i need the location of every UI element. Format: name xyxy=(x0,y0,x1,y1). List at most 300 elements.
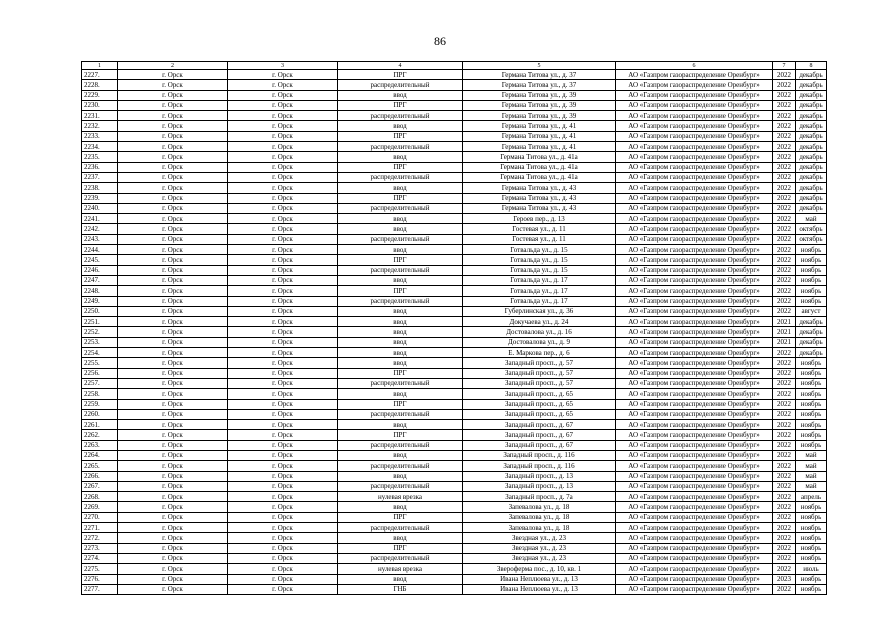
organization-cell: АО «Газпром газораспределение Оренбург» xyxy=(616,306,773,316)
month-cell: декабрь xyxy=(796,203,827,213)
year-cell: 2022 xyxy=(773,461,796,471)
organization-cell: АО «Газпром газораспределение Оренбург» xyxy=(616,70,773,80)
pipeline-type-cell: ПРГ xyxy=(338,368,463,378)
locality-cell: г. Орск xyxy=(228,553,338,563)
table-row xyxy=(82,574,827,584)
row-number-cell: 2274. xyxy=(82,553,118,563)
address-cell: Германа Титова ул., д. 37 xyxy=(463,70,616,80)
organization-cell: АО «Газпром газораспределение Оренбург» xyxy=(616,121,773,131)
municipality-cell: г. Орск xyxy=(118,461,228,471)
column-number: 4 xyxy=(338,62,463,70)
organization-cell: АО «Газпром газораспределение Оренбург» xyxy=(616,584,773,594)
month-cell: ноябрь xyxy=(796,533,827,543)
column-number: 7 xyxy=(773,62,796,70)
table-row xyxy=(82,203,827,213)
municipality-cell: г. Орск xyxy=(118,327,228,337)
municipality-cell: г. Орск xyxy=(118,368,228,378)
pipeline-type-cell: нулевая врезка xyxy=(338,492,463,502)
locality-cell: г. Орск xyxy=(228,111,338,121)
address-cell: Звездная ул., д. 23 xyxy=(463,533,616,543)
pipeline-type-cell: распределительный xyxy=(338,481,463,491)
year-cell: 2022 xyxy=(773,502,796,512)
locality-cell: г. Орск xyxy=(228,450,338,460)
table-row xyxy=(82,172,827,182)
month-cell: ноябрь xyxy=(796,584,827,594)
organization-cell: АО «Газпром газораспределение Оренбург» xyxy=(616,265,773,275)
month-cell: декабрь xyxy=(796,90,827,100)
locality-cell: г. Орск xyxy=(228,203,338,213)
locality-cell: г. Орск xyxy=(228,162,338,172)
address-cell: Западный просп., д. 57 xyxy=(463,358,616,368)
locality-cell: г. Орск xyxy=(228,234,338,244)
locality-cell: г. Орск xyxy=(228,70,338,80)
locality-cell: г. Орск xyxy=(228,471,338,481)
pipeline-type-cell: ввод xyxy=(338,214,463,224)
locality-cell: г. Орск xyxy=(228,502,338,512)
column-number: 6 xyxy=(616,62,773,70)
month-cell: декабрь xyxy=(796,162,827,172)
table-row xyxy=(82,399,827,409)
pipeline-type-cell: нулевая врезка xyxy=(338,564,463,574)
table-row xyxy=(82,533,827,543)
month-cell: ноябрь xyxy=(796,409,827,419)
table-row xyxy=(82,275,827,285)
month-cell: декабрь xyxy=(796,183,827,193)
locality-cell: г. Орск xyxy=(228,337,338,347)
address-cell: Германа Титова ул., д. 43 xyxy=(463,183,616,193)
table-row xyxy=(82,492,827,502)
table-row xyxy=(82,337,827,347)
organization-cell: АО «Газпром газораспределение Оренбург» xyxy=(616,430,773,440)
address-cell: Западный просп., д. 57 xyxy=(463,368,616,378)
address-cell: Западный просп., д. 57 xyxy=(463,378,616,388)
year-cell: 2021 xyxy=(773,337,796,347)
year-cell: 2022 xyxy=(773,430,796,440)
address-cell: Достовалова ул., д. 9 xyxy=(463,337,616,347)
year-cell: 2022 xyxy=(773,533,796,543)
address-cell: Германа Титова ул., д. 41 xyxy=(463,142,616,152)
table-row xyxy=(82,389,827,399)
municipality-cell: г. Орск xyxy=(118,378,228,388)
municipality-cell: г. Орск xyxy=(118,492,228,502)
column-number: 1 xyxy=(82,62,118,70)
pipeline-type-cell: ввод xyxy=(338,317,463,327)
row-number-cell: 2266. xyxy=(82,471,118,481)
municipality-cell: г. Орск xyxy=(118,564,228,574)
month-cell: ноябрь xyxy=(796,378,827,388)
organization-cell: АО «Газпром газораспределение Оренбург» xyxy=(616,142,773,152)
address-cell: Германа Титова ул., д. 41а xyxy=(463,162,616,172)
row-number-cell: 2233. xyxy=(82,131,118,141)
locality-cell: г. Орск xyxy=(228,152,338,162)
pipeline-type-cell: ПРГ xyxy=(338,193,463,203)
address-cell: Германа Титова ул., д. 41а xyxy=(463,152,616,162)
year-cell: 2022 xyxy=(773,265,796,275)
month-cell: ноябрь xyxy=(796,574,827,584)
locality-cell: г. Орск xyxy=(228,90,338,100)
table-row xyxy=(82,162,827,172)
month-cell: ноябрь xyxy=(796,245,827,255)
row-number-cell: 2257. xyxy=(82,378,118,388)
municipality-cell: г. Орск xyxy=(118,430,228,440)
address-cell: Западный просп., д. 116 xyxy=(463,461,616,471)
row-number-cell: 2235. xyxy=(82,152,118,162)
year-cell: 2022 xyxy=(773,255,796,265)
municipality-cell: г. Орск xyxy=(118,131,228,141)
month-cell: декабрь xyxy=(796,348,827,358)
row-number-cell: 2240. xyxy=(82,203,118,213)
year-cell: 2022 xyxy=(773,90,796,100)
year-cell: 2022 xyxy=(773,523,796,533)
municipality-cell: г. Орск xyxy=(118,348,228,358)
address-cell: Западный просп., д. 67 xyxy=(463,440,616,450)
locality-cell: г. Орск xyxy=(228,389,338,399)
pipeline-type-cell: распределительный xyxy=(338,378,463,388)
month-cell: май xyxy=(796,461,827,471)
municipality-cell: г. Орск xyxy=(118,450,228,460)
table-row xyxy=(82,193,827,203)
pipeline-type-cell: ПРГ xyxy=(338,100,463,110)
address-cell: Готвальда ул., д. 15 xyxy=(463,245,616,255)
municipality-cell: г. Орск xyxy=(118,337,228,347)
row-number-cell: 2246. xyxy=(82,265,118,275)
organization-cell: АО «Газпром газораспределение Оренбург» xyxy=(616,327,773,337)
pipeline-type-cell: ввод xyxy=(338,358,463,368)
municipality-cell: г. Орск xyxy=(118,440,228,450)
row-number-cell: 2253. xyxy=(82,337,118,347)
month-cell: май xyxy=(796,471,827,481)
row-number-cell: 2228. xyxy=(82,80,118,90)
month-cell: ноябрь xyxy=(796,296,827,306)
pipeline-type-cell: ввод xyxy=(338,275,463,285)
organization-cell: АО «Газпром газораспределение Оренбург» xyxy=(616,409,773,419)
locality-cell: г. Орск xyxy=(228,245,338,255)
row-number-cell: 2268. xyxy=(82,492,118,502)
pipeline-type-cell: ввод xyxy=(338,337,463,347)
month-cell: апрель xyxy=(796,492,827,502)
address-cell: Готвальда ул., д. 17 xyxy=(463,275,616,285)
row-number-cell: 2232. xyxy=(82,121,118,131)
year-cell: 2022 xyxy=(773,203,796,213)
address-cell: Гостевая ул., д. 11 xyxy=(463,234,616,244)
table-row xyxy=(82,543,827,553)
year-cell: 2022 xyxy=(773,142,796,152)
municipality-cell: г. Орск xyxy=(118,275,228,285)
locality-cell: г. Орск xyxy=(228,430,338,440)
month-cell: ноябрь xyxy=(796,440,827,450)
organization-cell: АО «Газпром газораспределение Оренбург» xyxy=(616,255,773,265)
month-cell: ноябрь xyxy=(796,512,827,522)
year-cell: 2022 xyxy=(773,162,796,172)
row-number-cell: 2264. xyxy=(82,450,118,460)
month-cell: ноябрь xyxy=(796,275,827,285)
row-number-cell: 2265. xyxy=(82,461,118,471)
month-cell: ноябрь xyxy=(796,389,827,399)
pipeline-type-cell: распределительный xyxy=(338,523,463,533)
pipeline-type-cell: ввод xyxy=(338,90,463,100)
year-cell: 2022 xyxy=(773,543,796,553)
municipality-cell: г. Орск xyxy=(118,111,228,121)
month-cell: май xyxy=(796,450,827,460)
municipality-cell: г. Орск xyxy=(118,481,228,491)
column-number: 8 xyxy=(796,62,827,70)
pipeline-type-cell: ввод xyxy=(338,245,463,255)
locality-cell: г. Орск xyxy=(228,131,338,141)
locality-cell: г. Орск xyxy=(228,512,338,522)
organization-cell: АО «Газпром газораспределение Оренбург» xyxy=(616,162,773,172)
pipeline-type-cell: ПРГ xyxy=(338,543,463,553)
year-cell: 2022 xyxy=(773,234,796,244)
address-cell: Германа Титова ул., д. 39 xyxy=(463,111,616,121)
page-number: 86 xyxy=(434,34,446,48)
municipality-cell: г. Орск xyxy=(118,553,228,563)
organization-cell: АО «Газпром газораспределение Оренбург» xyxy=(616,337,773,347)
address-cell: Зверoферма пос., д. 10, кв. 1 xyxy=(463,564,616,574)
table-row xyxy=(82,409,827,419)
organization-cell: АО «Газпром газораспределение Оренбург» xyxy=(616,492,773,502)
municipality-cell: г. Орск xyxy=(118,512,228,522)
month-cell: май xyxy=(796,481,827,491)
table-row xyxy=(82,245,827,255)
year-cell: 2022 xyxy=(773,172,796,182)
pipeline-type-cell: распределительный xyxy=(338,203,463,213)
month-cell: июль xyxy=(796,564,827,574)
organization-cell: АО «Газпром газораспределение Оренбург» xyxy=(616,502,773,512)
row-number-cell: 2237. xyxy=(82,172,118,182)
year-cell: 2022 xyxy=(773,121,796,131)
row-number-cell: 2270. xyxy=(82,512,118,522)
year-cell: 2022 xyxy=(773,224,796,234)
pipeline-type-cell: ввод xyxy=(338,348,463,358)
table-row xyxy=(82,502,827,512)
organization-cell: АО «Газпром газораспределение Оренбург» xyxy=(616,523,773,533)
year-cell: 2022 xyxy=(773,471,796,481)
locality-cell: г. Орск xyxy=(228,214,338,224)
table-row xyxy=(82,265,827,275)
pipeline-type-cell: распределительный xyxy=(338,409,463,419)
month-cell: ноябрь xyxy=(796,420,827,430)
municipality-cell: г. Орск xyxy=(118,203,228,213)
municipality-cell: г. Орск xyxy=(118,286,228,296)
address-cell: Германа Титова ул., д. 41а xyxy=(463,172,616,182)
address-cell: Западный просп., д. 13 xyxy=(463,481,616,491)
municipality-cell: г. Орск xyxy=(118,121,228,131)
pipeline-type-cell: ПРГ xyxy=(338,131,463,141)
address-cell: Готвальда ул., д. 17 xyxy=(463,286,616,296)
pipeline-type-cell: распределительный xyxy=(338,265,463,275)
organization-cell: АО «Газпром газораспределение Оренбург» xyxy=(616,80,773,90)
month-cell: декабрь xyxy=(796,327,827,337)
organization-cell: АО «Газпром газораспределение Оренбург» xyxy=(616,461,773,471)
gas-objects-register-table xyxy=(81,61,827,595)
municipality-cell: г. Орск xyxy=(118,502,228,512)
municipality-cell: г. Орск xyxy=(118,224,228,234)
row-number-cell: 2227. xyxy=(82,70,118,80)
year-cell: 2022 xyxy=(773,584,796,594)
row-number-cell: 2254. xyxy=(82,348,118,358)
locality-cell: г. Орск xyxy=(228,306,338,316)
municipality-cell: г. Орск xyxy=(118,172,228,182)
table-row xyxy=(82,90,827,100)
address-cell: Западный просп., д. 65 xyxy=(463,399,616,409)
locality-cell: г. Орск xyxy=(228,296,338,306)
month-cell: ноябрь xyxy=(796,368,827,378)
year-cell: 2022 xyxy=(773,70,796,80)
address-cell: Ивана Неплюева ул., д. 13 xyxy=(463,574,616,584)
municipality-cell: г. Орск xyxy=(118,584,228,594)
pipeline-type-cell: ввод xyxy=(338,152,463,162)
row-number-cell: 2259. xyxy=(82,399,118,409)
pipeline-type-cell: ПРГ xyxy=(338,430,463,440)
municipality-cell: г. Орск xyxy=(118,152,228,162)
municipality-cell: г. Орск xyxy=(118,70,228,80)
pipeline-type-cell: ввод xyxy=(338,471,463,481)
municipality-cell: г. Орск xyxy=(118,183,228,193)
municipality-cell: г. Орск xyxy=(118,162,228,172)
address-cell: Западный просп., д. 67 xyxy=(463,430,616,440)
table-row xyxy=(82,80,827,90)
table-row xyxy=(82,348,827,358)
month-cell: май xyxy=(796,214,827,224)
pipeline-type-cell: ввод xyxy=(338,533,463,543)
row-number-cell: 2271. xyxy=(82,523,118,533)
locality-cell: г. Орск xyxy=(228,121,338,131)
address-cell: Готвальда ул., д. 17 xyxy=(463,296,616,306)
municipality-cell: г. Орск xyxy=(118,100,228,110)
year-cell: 2022 xyxy=(773,492,796,502)
locality-cell: г. Орск xyxy=(228,584,338,594)
address-cell: Готвальда ул., д. 15 xyxy=(463,265,616,275)
table-row xyxy=(82,564,827,574)
year-cell: 2021 xyxy=(773,317,796,327)
municipality-cell: г. Орск xyxy=(118,420,228,430)
organization-cell: АО «Газпром газораспределение Оренбург» xyxy=(616,574,773,584)
month-cell: декабрь xyxy=(796,142,827,152)
municipality-cell: г. Орск xyxy=(118,399,228,409)
organization-cell: АО «Газпром газораспределение Оренбург» xyxy=(616,399,773,409)
row-number-cell: 2262. xyxy=(82,430,118,440)
table-row xyxy=(82,214,827,224)
municipality-cell: г. Орск xyxy=(118,574,228,584)
year-cell: 2022 xyxy=(773,409,796,419)
address-cell: Ивана Неплюева ул., д. 13 xyxy=(463,584,616,594)
municipality-cell: г. Орск xyxy=(118,523,228,533)
row-number-cell: 2234. xyxy=(82,142,118,152)
locality-cell: г. Орск xyxy=(228,172,338,182)
table-row xyxy=(82,461,827,471)
locality-cell: г. Орск xyxy=(228,409,338,419)
municipality-cell: г. Орск xyxy=(118,234,228,244)
row-number-cell: 2275. xyxy=(82,564,118,574)
row-number-cell: 2229. xyxy=(82,90,118,100)
pipeline-type-cell: ПРГ xyxy=(338,255,463,265)
pipeline-type-cell: ГНБ xyxy=(338,584,463,594)
year-cell: 2022 xyxy=(773,481,796,491)
row-number-cell: 2231. xyxy=(82,111,118,121)
month-cell: декабрь xyxy=(796,70,827,80)
row-number-cell: 2230. xyxy=(82,100,118,110)
table-row xyxy=(82,183,827,193)
address-cell: Запевалова ул., д. 18 xyxy=(463,523,616,533)
table-row xyxy=(82,255,827,265)
address-cell: Запевалова ул., д. 18 xyxy=(463,512,616,522)
month-cell: ноябрь xyxy=(796,553,827,563)
address-cell: Западный просп., д. 7а xyxy=(463,492,616,502)
locality-cell: г. Орск xyxy=(228,440,338,450)
month-cell: декабрь xyxy=(796,80,827,90)
municipality-cell: г. Орск xyxy=(118,543,228,553)
month-cell: ноябрь xyxy=(796,286,827,296)
pipeline-type-cell: ввод xyxy=(338,450,463,460)
column-number-row xyxy=(82,62,827,70)
row-number-cell: 2245. xyxy=(82,255,118,265)
pipeline-type-cell: распределительный xyxy=(338,172,463,182)
organization-cell: АО «Газпром газораспределение Оренбург» xyxy=(616,183,773,193)
year-cell: 2022 xyxy=(773,399,796,409)
address-cell: Германа Титова ул., д. 39 xyxy=(463,90,616,100)
table-row xyxy=(82,553,827,563)
month-cell: декабрь xyxy=(796,100,827,110)
row-number-cell: 2255. xyxy=(82,358,118,368)
year-cell: 2022 xyxy=(773,512,796,522)
year-cell: 2022 xyxy=(773,389,796,399)
pipeline-type-cell: распределительный xyxy=(338,461,463,471)
table-row xyxy=(82,317,827,327)
organization-cell: АО «Газпром газораспределение Оренбург» xyxy=(616,481,773,491)
locality-cell: г. Орск xyxy=(228,183,338,193)
month-cell: ноябрь xyxy=(796,430,827,440)
month-cell: ноябрь xyxy=(796,523,827,533)
locality-cell: г. Орск xyxy=(228,275,338,285)
month-cell: декабрь xyxy=(796,317,827,327)
locality-cell: г. Орск xyxy=(228,317,338,327)
address-cell: Гостевая ул., д. 11 xyxy=(463,224,616,234)
month-cell: декабрь xyxy=(796,193,827,203)
table-row xyxy=(82,450,827,460)
month-cell: ноябрь xyxy=(796,399,827,409)
pipeline-type-cell: ввод xyxy=(338,306,463,316)
row-number-cell: 2252. xyxy=(82,327,118,337)
address-cell: Готвальда ул., д. 15 xyxy=(463,255,616,265)
locality-cell: г. Орск xyxy=(228,399,338,409)
month-cell: декабрь xyxy=(796,337,827,347)
address-cell: Германа Титова ул., д. 41 xyxy=(463,131,616,141)
address-cell: Западный просп., д. 116 xyxy=(463,450,616,460)
address-cell: Германа Титова ул., д. 39 xyxy=(463,100,616,110)
municipality-cell: г. Орск xyxy=(118,80,228,90)
locality-cell: г. Орск xyxy=(228,378,338,388)
column-number: 3 xyxy=(228,62,338,70)
year-cell: 2022 xyxy=(773,368,796,378)
address-cell: Докучаева ул., д. 24 xyxy=(463,317,616,327)
pipeline-type-cell: ввод xyxy=(338,389,463,399)
pipeline-type-cell: ПРГ xyxy=(338,162,463,172)
address-cell: Германа Титова ул., д. 41 xyxy=(463,121,616,131)
row-number-cell: 2251. xyxy=(82,317,118,327)
table-row xyxy=(82,152,827,162)
year-cell: 2022 xyxy=(773,275,796,285)
year-cell: 2022 xyxy=(773,193,796,203)
year-cell: 2022 xyxy=(773,245,796,255)
row-number-cell: 2277. xyxy=(82,584,118,594)
month-cell: ноябрь xyxy=(796,502,827,512)
organization-cell: АО «Газпром газораспределение Оренбург» xyxy=(616,100,773,110)
locality-cell: г. Орск xyxy=(228,574,338,584)
table-row xyxy=(82,327,827,337)
year-cell: 2022 xyxy=(773,440,796,450)
year-cell: 2022 xyxy=(773,553,796,563)
table-row xyxy=(82,471,827,481)
